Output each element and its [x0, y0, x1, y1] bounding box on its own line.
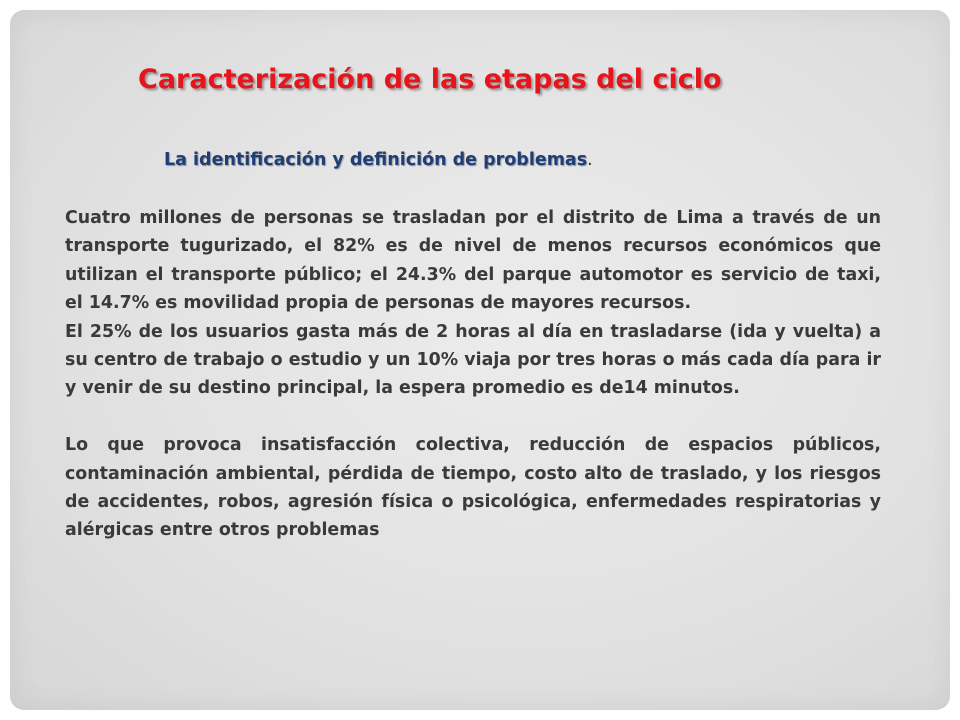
paragraph-transport-stats: Cuatro millones de personas se trasladan por el distrito de Lima a través de un transporte tugurizado, el 82% es de nivel de menos recursos económicos que utilizan el transporte público; el 24.3% del parque automotor es servicio de taxi, el 14.7% es movilidad propia de personas de mayores recursos. [65, 208, 881, 314]
subtitle-period: . [587, 150, 593, 170]
paragraph-consequences: Lo que provoca insatisfacción colectiva, reducción de espacios públicos, contaminación ambiental, pérdida de tiempo, costo alto de traslado, y los riesgos de accidentes, robos, agresión física o psicológica, enfermedades respiratorias y alérgicas entre otros problemas [65, 435, 881, 541]
slide-body [65, 204, 881, 545]
subtitle-text: La identificación y definición de problemas [164, 150, 588, 170]
slide-subtitle [164, 150, 593, 170]
slide-panel [10, 10, 950, 710]
paragraph-travel-time: El 25% de los usuarios gasta más de 2 horas al día en trasladarse (ida y vuelta) a su centro de trabajo o estudio y un 10% viaja por tres horas o más cada día para ir y venir de su destino principal, la espera promedio es de14 minutos. [65, 321, 881, 399]
slide-title: Caracterización de las etapas del ciclo [138, 64, 722, 95]
